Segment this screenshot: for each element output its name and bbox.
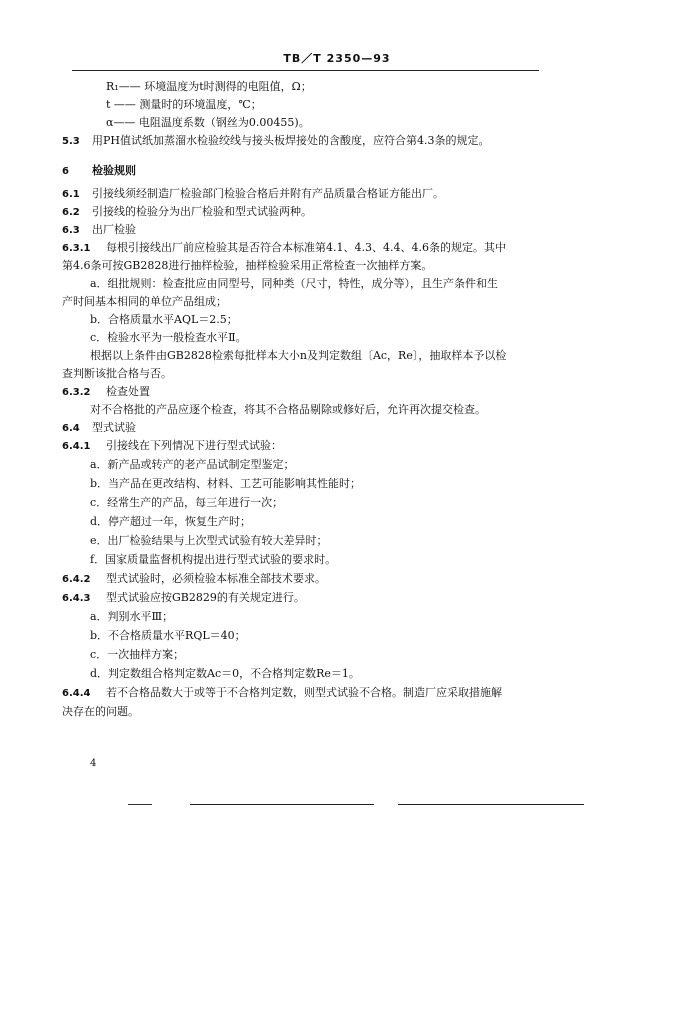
- clause-text: 用PH值试纸加蒸溜水检验绞线与接头板焊接处的含酸度，应符合第4.3条的规定。: [92, 134, 490, 147]
- clause-number: 6.4.4: [62, 688, 91, 699]
- list-item-d: d．停产超过一年，恢复生产时；: [90, 515, 252, 528]
- clause-text: 引接线在下列情况下进行型式试验：: [106, 439, 282, 452]
- clause-number: 5.3: [62, 136, 80, 147]
- footer-rule-left: [190, 804, 374, 805]
- clause-number: 6.4.1: [62, 441, 91, 452]
- clause-6-3-2: [62, 385, 548, 400]
- clause-text: 出厂检验: [92, 223, 136, 236]
- clause-text: 型式试验时，必须检验本标准全部技术要求。: [106, 572, 326, 585]
- list-item-e: e．出厂检验结果与上次型式试验有较大差异时；: [90, 534, 328, 547]
- clause-text: 若不合格品数大于或等于不合格判定数，则型式试验不合格。制造厂应采取措施解: [106, 686, 502, 699]
- clause-number: 6.3.2: [62, 387, 91, 398]
- clause-6-1: [62, 187, 548, 202]
- formula-def-t: t —— 测量时的环境温度，℃；: [106, 98, 262, 111]
- clause-number: 6.2: [62, 207, 80, 218]
- list-item-b: b．当产品在更改结构、材料、工艺可能影响其性能时；: [90, 477, 362, 490]
- page-header: TB／T 2350—93: [283, 52, 391, 65]
- clause-text: 检查处置: [106, 385, 150, 398]
- clause-6-4: [62, 421, 548, 436]
- list-item-c: c．检验水平为一般检查水平Ⅱ。: [90, 331, 247, 344]
- list-item-a-cont: 产时间基本相同的单位产品组成；: [62, 295, 227, 308]
- clause-number: 6.3.1: [62, 243, 91, 254]
- clause-6-3-1: [62, 241, 548, 256]
- clause-6-4-2: [62, 572, 548, 587]
- clause-6-2: [62, 205, 548, 220]
- clause-6-3-1-cont: 第4.6条可按GB2828进行抽样检验，抽样检验采用正常检查一次抽样方案。: [62, 259, 433, 272]
- list-item-b: b．合格质量水平AQL＝2.5；: [90, 313, 238, 326]
- paragraph: 根据以上条件由GB2828检索每批样本大小n及判定数组〔Ac，Re〕，抽取样本予以检: [90, 349, 507, 362]
- footer-rule-right: [398, 804, 584, 805]
- clause-number: 6.1: [62, 189, 80, 200]
- footer-rule-short: [128, 804, 152, 805]
- clause-6-4-4-cont: 决存在的问题。: [62, 705, 139, 718]
- clause-text: 型式试验应按GB2829的有关规定进行。: [106, 591, 305, 604]
- list-item-f: f．国家质量监督机构提出进行型式试验的要求时。: [90, 553, 337, 566]
- list-item-b: b．不合格质量水平RQL＝40；: [90, 629, 246, 642]
- section-title: 检验规则: [92, 164, 136, 177]
- clause-5-3: [62, 134, 548, 149]
- clause-number: 6.4.2: [62, 574, 91, 585]
- clause-6-4-1: [62, 439, 548, 454]
- list-item-a: a．组批规则：检查批应由同型号，同种类（尺寸，特性，成分等），且生产条件和生: [90, 277, 499, 290]
- formula-def-alpha: α—— 电阻温度系数（钢丝为0.00455)。: [106, 116, 310, 129]
- list-item-c: c．一次抽样方案；: [90, 648, 185, 661]
- page-number: 4: [90, 758, 97, 769]
- clause-6-4-3: [62, 591, 548, 606]
- section-heading-6: [62, 164, 548, 179]
- formula-def-r1: R₁—— 环境温度为t时测得的电阻值，Ω；: [106, 80, 312, 93]
- clause-text: 引接线须经制造厂检验部门检验合格后并附有产品质量合格证方能出厂。: [92, 187, 444, 200]
- clause-6-4-4: [62, 686, 548, 701]
- list-item-a: a．新产品或转产的老产品试制定型鉴定；: [90, 458, 295, 471]
- clause-number: 6.4: [62, 423, 80, 434]
- list-item-a: a．判别水平Ⅲ；: [90, 610, 174, 623]
- header-rule: [72, 70, 539, 71]
- paragraph: 对不合格批的产品应逐个检查，将其不合格品剔除或修好后，允许再次提交检查。: [90, 403, 486, 416]
- clause-text: 型式试验: [92, 421, 136, 434]
- clause-number: 6.4.3: [62, 593, 91, 604]
- clause-6-3: [62, 223, 548, 238]
- list-item-c: c．经常生产的产品，每三年进行一次；: [90, 496, 284, 509]
- clause-number: 6: [62, 166, 69, 177]
- clause-text: 引接线的检验分为出厂检验和型式试验两种。: [92, 205, 312, 218]
- clause-number: 6.3: [62, 225, 80, 236]
- list-item-d: d．判定数组合格判定数Ac＝0，不合格判定数Re＝1。: [90, 667, 360, 680]
- paragraph-cont: 查判断该批合格与否。: [62, 367, 172, 380]
- clause-text: 每根引接线出厂前应检验其是否符合本标准第4.1、4.3、4.4、4.6条的规定。其中: [106, 241, 506, 254]
